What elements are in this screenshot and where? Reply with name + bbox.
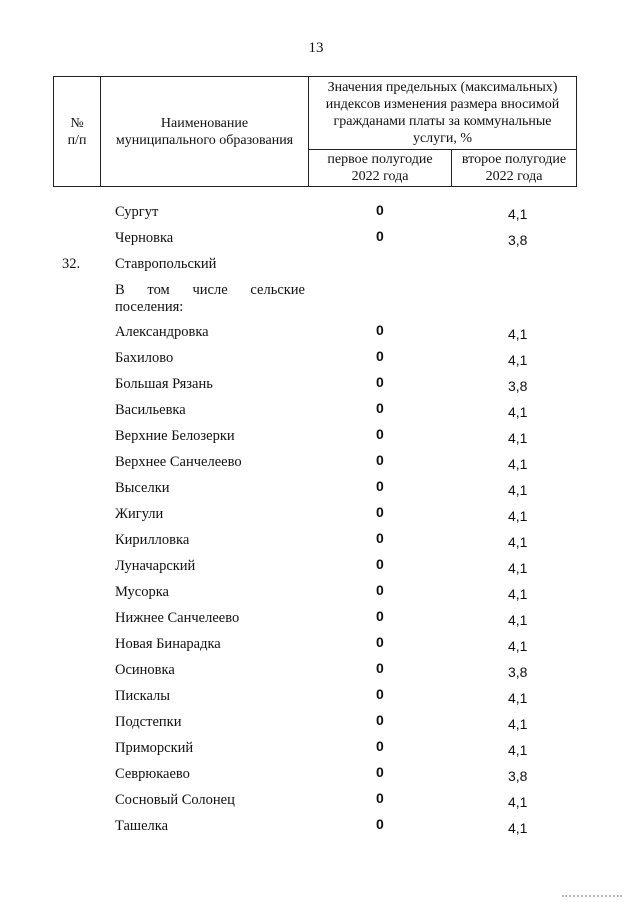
municipality-name: Севрюкаево [115,766,190,782]
first-half-value: 0 [376,816,384,832]
second-half-value: 4,1 [508,794,528,810]
first-half-value: 0 [376,556,384,572]
first-half-value: 0 [376,738,384,754]
scan-artifact [562,889,622,897]
municipality-name: Александровка [115,324,209,340]
header-name: Наименование муниципального образования [101,77,309,187]
first-half-value: 0 [376,322,384,338]
table-row [0,814,632,840]
page-number: 13 [308,40,324,56]
municipality-name: Подстепки [115,714,182,730]
table-row [0,580,632,606]
municipality-name: Бахилово [115,350,174,366]
row-number: 32. [62,256,81,272]
second-half-value: 3,8 [508,378,528,394]
first-half-value: 0 [376,400,384,416]
first-half-value: 0 [376,426,384,442]
second-half-value: 4,1 [508,534,528,550]
first-half-value: 0 [376,530,384,546]
table-row [0,710,632,736]
table-row [0,278,632,320]
first-half-value: 0 [376,348,384,364]
header-second-half: второе полугодие 2022 года [452,150,577,187]
table-row [0,398,632,424]
second-half-value: 3,8 [508,232,528,248]
first-half-value: 0 [376,228,384,244]
second-half-value: 4,1 [508,206,528,222]
first-half-value: 0 [376,712,384,728]
first-half-value: 0 [376,608,384,624]
municipality-name: Нижнее Санчелеево [115,610,240,626]
second-half-value: 4,1 [508,690,528,706]
municipality-name: В том числе сельские поселения: [115,282,305,315]
table-row [0,554,632,580]
second-half-value: 4,1 [508,404,528,420]
second-half-value: 4,1 [508,820,528,836]
table-row [0,762,632,788]
municipality-name: Кирилловка [115,532,190,548]
table-row [0,200,632,226]
first-half-value: 0 [376,202,384,218]
municipality-name: Верхние Белозерки [115,428,235,444]
municipality-name: Большая Рязань [115,376,213,392]
first-half-value: 0 [376,764,384,780]
second-half-value: 4,1 [508,560,528,576]
second-half-value: 4,1 [508,586,528,602]
first-half-value: 0 [376,582,384,598]
second-half-value: 4,1 [508,638,528,654]
municipality-name: Верхнее Санчелеево [115,454,242,470]
header-index: Значения предельных (максимальных) индексов изменения размера вносимой гражданами платы за коммунальные услуги, % [309,77,577,150]
first-half-value: 0 [376,686,384,702]
second-half-value: 3,8 [508,664,528,680]
second-half-value: 4,1 [508,326,528,342]
table-row [0,606,632,632]
second-half-value: 4,1 [508,742,528,758]
second-half-value: 4,1 [508,456,528,472]
table-row [0,476,632,502]
table-row [0,226,632,252]
table-body [0,200,632,840]
second-half-value: 4,1 [508,430,528,446]
municipality-name: Выселки [115,480,170,496]
table-row [0,684,632,710]
header-first-half: первое полугодие 2022 года [309,150,452,187]
second-half-value: 4,1 [508,716,528,732]
second-half-value: 3,8 [508,768,528,784]
first-half-value: 0 [376,790,384,806]
table-row [0,450,632,476]
municipality-name: Новая Бинарадка [115,636,221,652]
municipality-name: Ташелка [115,818,169,834]
table-row [0,528,632,554]
first-half-value: 0 [376,452,384,468]
second-half-value: 4,1 [508,352,528,368]
table-header [53,76,577,187]
header-num: № п/п [54,77,101,187]
table-row [0,736,632,762]
table-row [0,252,632,278]
table-row [0,788,632,814]
table-row [0,346,632,372]
second-half-value: 4,1 [508,482,528,498]
second-half-value: 4,1 [508,612,528,628]
table-row [0,320,632,346]
municipality-name: Приморский [115,740,194,756]
municipality-name: Жигули [115,506,164,522]
first-half-value: 0 [376,504,384,520]
table-row [0,658,632,684]
municipality-name: Черновка [115,230,174,246]
municipality-name: Сургут [115,204,159,220]
table-row [0,502,632,528]
first-half-value: 0 [376,634,384,650]
second-half-value: 4,1 [508,508,528,524]
municipality-name: Ставропольский [115,256,217,272]
municipality-name: Пискалы [115,688,171,704]
municipality-name: Сосновый Солонец [115,792,235,808]
municipality-name: Мусорка [115,584,169,600]
municipality-name: Луначарский [115,558,196,574]
table-row [0,372,632,398]
table-row [0,424,632,450]
first-half-value: 0 [376,478,384,494]
first-half-value: 0 [376,660,384,676]
municipality-name: Осиновка [115,662,175,678]
municipality-name: Васильевка [115,402,186,418]
first-half-value: 0 [376,374,384,390]
table-row [0,632,632,658]
